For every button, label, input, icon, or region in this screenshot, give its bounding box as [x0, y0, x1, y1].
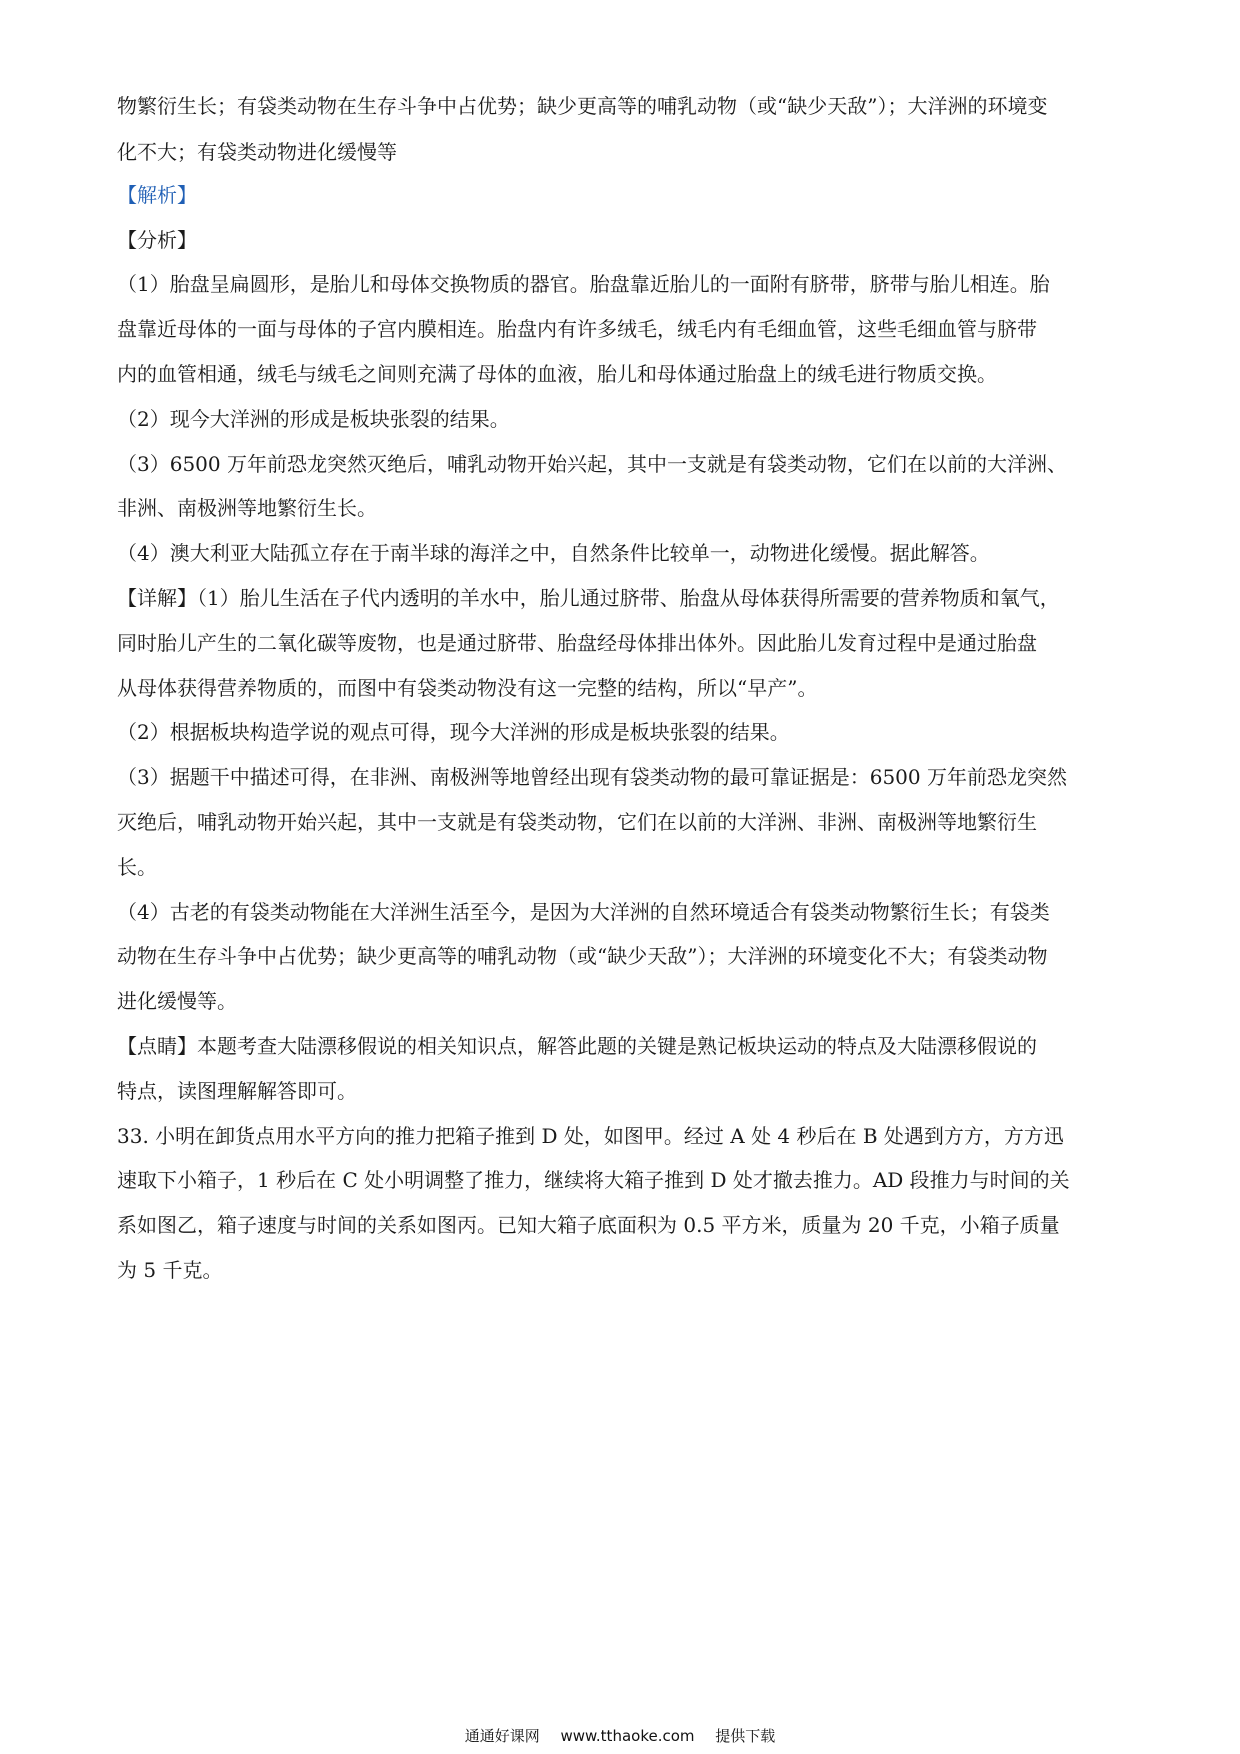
text-line: 特点，读图理解解答即可。: [117, 1079, 357, 1103]
text-line: （3）6500 万年前恐龙突然灭绝后，哺乳动物开始兴起，其中一支就是有袋类动物，它们在以前的大洋洲、: [117, 452, 1067, 476]
text-line: 盘靠近母体的一面与母体的子宫内膜相连。胎盘内有许多绒毛，绒毛内有毛细血管，这些毛细血管与脐带: [117, 317, 1037, 341]
text-line: 【点睛】本题考查大陆漂移假说的相关知识点，解答此题的关键是熟记板块运动的特点及大陆漂移假说的: [117, 1034, 1037, 1058]
text-line: 化不大；有袋类动物进化缓慢等: [117, 140, 397, 164]
question-33-line: 系如图乙，箱子速度与时间的关系如图丙。已知大箱子底面积为 0.5 平方米，质量为 20 千克，小箱子质量: [117, 1213, 1060, 1237]
text-line: 非洲、南极洲等地繁衍生长。: [117, 496, 377, 520]
section-heading-analysis: 【解析】: [117, 183, 197, 207]
text-line: 【详解】（1）胎儿生活在子代内透明的羊水中，胎儿通过脐带、胎盘从母体获得所需要的营养物质和氧气，: [117, 586, 1060, 610]
footer-site-name: 通通好课网: [464, 1727, 540, 1745]
text-line: 进化缓慢等。: [117, 989, 237, 1013]
text-line: 物繁衍生长；有袋类动物在生存斗争中占优势；缺少更高等的哺乳动物（或“缺少天敌”）；大洋洲的环境变: [117, 94, 1048, 118]
text-line: （2）现今大洋洲的形成是板块张裂的结果。: [117, 407, 510, 431]
question-33-line: 为 5 千克。: [117, 1258, 223, 1282]
text-line: 从母体获得营养物质的，而图中有袋类动物没有这一完整的结构，所以“早产”。: [117, 676, 818, 700]
footer-url[interactable]: www.tthaoke.com: [560, 1727, 695, 1745]
page-footer: [0, 1726, 1240, 1746]
footer-suffix: 提供下载: [715, 1727, 776, 1745]
text-line: 动物在生存斗争中占优势；缺少更高等的哺乳动物（或“缺少天敌”）；大洋洲的环境变化不大；有袋类动物: [117, 944, 1048, 968]
text-line: 长。: [117, 855, 157, 879]
text-line: 内的血管相通，绒毛与绒毛之间则充满了母体的血液，胎儿和母体通过胎盘上的绒毛进行物质交换。: [117, 362, 997, 386]
text-line: （4）古老的有袋类动物能在大洋洲生活至今，是因为大洋洲的自然环境适合有袋类动物繁衍生长；有袋类: [117, 900, 1050, 924]
text-line: （2）根据板块构造学说的观点可得，现今大洋洲的形成是板块张裂的结果。: [117, 720, 790, 744]
text-line: （3）据题干中描述可得，在非洲、南极洲等地曾经出现有袋类动物的最可靠证据是：6500 万年前恐龙突然: [117, 765, 1067, 789]
section-heading-fenxi: 【分析】: [117, 228, 197, 252]
question-33-line: 33. 小明在卸货点用水平方向的推力把箱子推到 D 处，如图甲。经过 A 处 4 秒后在 B 处遇到方方，方方迅: [117, 1124, 1064, 1148]
question-33-line: 速取下小箱子，1 秒后在 C 处小明调整了推力，继续将大箱子推到 D 处才撤去推力。AD 段推力与时间的关: [117, 1168, 1070, 1192]
text-line: 灭绝后，哺乳动物开始兴起，其中一支就是有袋类动物，它们在以前的大洋洲、非洲、南极洲等地繁衍生: [117, 810, 1037, 834]
text-line: （1）胎盘呈扁圆形，是胎儿和母体交换物质的器官。胎盘靠近胎儿的一面附有脐带，脐带与胎儿相连。胎: [117, 272, 1050, 296]
text-line: （4）澳大利亚大陆孤立存在于南半球的海洋之中，自然条件比较单一，动物进化缓慢。据此解答。: [117, 541, 990, 565]
text-line: 同时胎儿产生的二氧化碳等废物，也是通过脐带、胎盘经母体排出体外。因此胎儿发育过程中是通过胎盘: [117, 631, 1037, 655]
